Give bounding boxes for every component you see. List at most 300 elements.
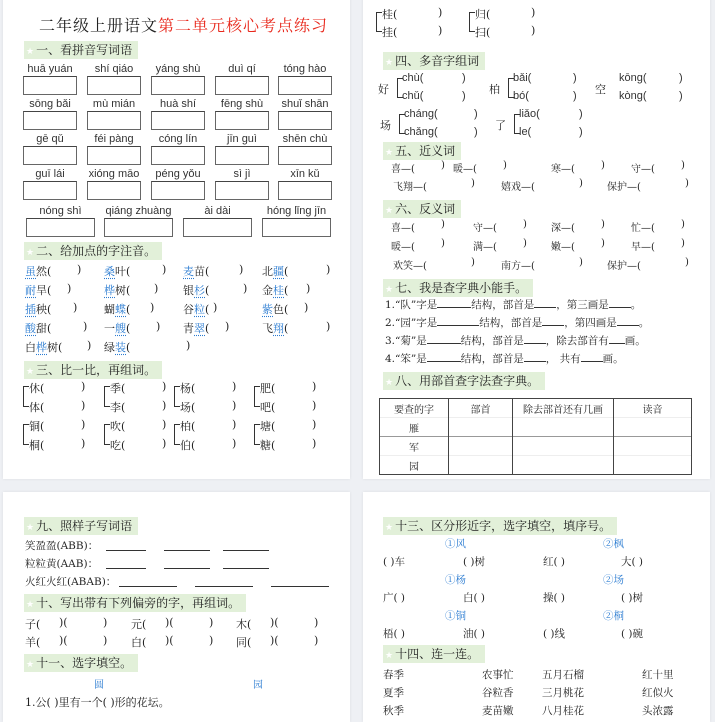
section-11-header: [24, 654, 138, 672]
item-label: 保护—(: [607, 261, 641, 272]
answer-box[interactable]: [151, 181, 205, 200]
section-title: 十一、选字填空。: [36, 656, 133, 670]
answer-box[interactable]: [215, 181, 269, 200]
close-paren: ): [531, 24, 536, 37]
close-paren: ): [81, 399, 86, 412]
fill-item[interactable]: [453, 160, 507, 175]
item-label: 南方—(: [501, 261, 535, 272]
close-paren: ): [156, 320, 161, 333]
title-unit: 第二单元核心考点练习: [158, 16, 329, 35]
star-icon: ★: [385, 285, 394, 295]
polyphone-char: 空: [595, 83, 606, 96]
fill-item[interactable]: [501, 257, 583, 272]
section-title: 六、反义词: [395, 202, 456, 216]
polyphone-reading[interactable]: [619, 72, 683, 84]
fill-item[interactable]: [393, 257, 475, 272]
close-paren: ): [232, 418, 237, 431]
question-text: 。: [630, 299, 642, 311]
answer-blank[interactable]: [609, 333, 625, 344]
zhuyin-item[interactable]: [104, 301, 155, 317]
close-paren: ): [67, 282, 72, 295]
answer-box[interactable]: [23, 146, 77, 165]
compare-item[interactable]: [110, 380, 167, 396]
answer-cell[interactable]: [513, 418, 614, 437]
word-char: 翔: [273, 322, 284, 335]
compare-item[interactable]: [260, 437, 317, 453]
open-paren: (: [271, 420, 276, 433]
radical-item[interactable]: [25, 634, 108, 650]
close-paren: ): [681, 219, 685, 230]
question-text: ， 共有: [545, 353, 581, 365]
compare-item[interactable]: [180, 418, 237, 434]
question-text: 1.“队”字是: [385, 299, 438, 311]
connect-item[interactable]: 红似火: [642, 687, 674, 699]
polyphone-reading[interactable]: [619, 90, 683, 102]
answer-box[interactable]: [151, 111, 205, 130]
compare-item[interactable]: [29, 437, 86, 453]
fill-item[interactable]: 大( ): [621, 556, 644, 568]
fill-item[interactable]: ( )线: [543, 628, 566, 640]
polyphone-reading[interactable]: [404, 126, 478, 138]
answer-box[interactable]: [87, 76, 141, 95]
connect-item[interactable]: 三月桃花: [542, 687, 584, 699]
close-paren: ): [523, 238, 527, 249]
fill-item[interactable]: [631, 238, 685, 253]
close-paren: ): [209, 634, 214, 647]
reading-pinyin: liǎo(: [519, 108, 540, 120]
close-paren: ): [579, 108, 583, 120]
close-paren: ): [441, 238, 445, 249]
polyphone-reading[interactable]: [402, 72, 466, 84]
compare-item[interactable]: [180, 437, 237, 453]
answer-box[interactable]: [278, 111, 332, 130]
zhuyin-item[interactable]: [104, 339, 191, 355]
answer-blank[interactable]: [542, 315, 564, 326]
answer-box[interactable]: [183, 218, 252, 237]
fill-item[interactable]: ( )碗: [621, 628, 644, 640]
star-icon: ★: [26, 523, 35, 533]
close-paren: ): [523, 219, 527, 230]
fill-item[interactable]: [607, 178, 689, 193]
reading-pinyin: chù(: [402, 72, 424, 84]
close-paren: ): [462, 72, 466, 84]
item-label: 忙—(: [631, 223, 655, 234]
fill-item[interactable]: [501, 178, 583, 193]
section-1-header: [24, 41, 138, 59]
answer-box[interactable]: [23, 181, 77, 200]
star-icon: ★: [26, 600, 35, 610]
open-paren: (: [126, 322, 131, 335]
answer-blank[interactable]: [524, 351, 546, 362]
option-1: ①风: [445, 538, 466, 550]
compare-item[interactable]: [260, 380, 317, 396]
section-8-header: [383, 372, 545, 390]
section-title: 二、给加点的字注音。: [36, 244, 157, 258]
answer-line[interactable]: [106, 550, 146, 551]
zhuyin-item[interactable]: [104, 282, 159, 298]
fill-item[interactable]: [551, 160, 605, 175]
compare-item[interactable]: [110, 418, 167, 434]
fill-item[interactable]: [473, 238, 527, 253]
zhuyin-item[interactable]: [25, 320, 88, 336]
fill-item[interactable]: 白( ): [463, 592, 486, 604]
word-char: 耐: [25, 284, 36, 297]
word-char: 紫: [262, 303, 273, 316]
section-4-header: [383, 52, 485, 70]
fill-item[interactable]: ( )车: [383, 556, 406, 568]
close-paren: ): [81, 437, 86, 450]
question-text: 3.“菊”是: [385, 335, 427, 347]
close-paren: ): [154, 282, 159, 295]
open-paren: (: [121, 401, 126, 414]
close-paren: ): [162, 437, 167, 450]
connect-item[interactable]: 红十里: [642, 669, 674, 681]
radical-item[interactable]: [236, 634, 319, 650]
close-paren: ): [441, 160, 445, 171]
open-paren: (: [205, 303, 210, 316]
answer-blank[interactable]: [609, 297, 631, 308]
reading-pinyin: chǎng(: [404, 126, 438, 138]
close-paren: ): [326, 320, 331, 333]
polyphone-reading[interactable]: [402, 90, 466, 102]
answer-box[interactable]: [151, 76, 205, 95]
word-char: 叶: [115, 265, 126, 278]
compare-char: 塘: [260, 420, 271, 433]
answer-blank[interactable]: [437, 315, 479, 326]
answer-cell[interactable]: [614, 418, 692, 437]
close-paren: ): [87, 339, 92, 352]
answer-cell[interactable]: [449, 418, 513, 437]
open-paren: (: [47, 284, 52, 297]
answer-box[interactable]: [151, 146, 205, 165]
fill-item[interactable]: 广( ): [383, 592, 406, 604]
answer-cell[interactable]: [614, 456, 692, 475]
connect-item[interactable]: 八月桂花: [542, 705, 584, 717]
answer-line[interactable]: [223, 568, 269, 569]
zhuyin-item[interactable]: [25, 301, 78, 317]
answer-box[interactable]: [215, 76, 269, 95]
fill-item[interactable]: [391, 160, 445, 175]
answer-box[interactable]: [23, 76, 77, 95]
close-paren: ): [239, 263, 244, 276]
star-icon: ★: [26, 248, 35, 258]
answer-line[interactable]: [271, 586, 329, 587]
compare-item[interactable]: [180, 380, 237, 396]
word-char: 谷: [183, 303, 194, 316]
close-paren: ): [83, 320, 88, 333]
pinyin-label: jīn guì: [227, 133, 257, 145]
fill-item[interactable]: 梧( ): [383, 628, 406, 640]
compare-item[interactable]: [260, 399, 317, 415]
compare-char: 吹: [110, 420, 121, 433]
item-label: 早—(: [631, 242, 655, 253]
radical-item[interactable]: [131, 634, 214, 650]
paren-mid: )(: [59, 616, 68, 629]
item-label: 满—(: [473, 242, 497, 253]
open-paren: (: [205, 284, 210, 297]
close-paren: ): [471, 178, 475, 189]
fill-item[interactable]: [551, 238, 605, 253]
compare-item[interactable]: [475, 24, 536, 40]
reading-pinyin: kōng(: [619, 72, 647, 84]
fill-item[interactable]: ( )树: [621, 592, 644, 604]
word-char: 麦: [183, 265, 194, 278]
question-text: ，除去部首有: [545, 335, 609, 347]
radical-item[interactable]: [25, 616, 108, 632]
close-paren: ): [77, 263, 82, 276]
word-char: 酸: [25, 322, 36, 335]
connect-item[interactable]: 春季: [383, 669, 404, 681]
compare-item[interactable]: [382, 6, 443, 22]
pinyin-label: shí qiáo: [94, 63, 134, 75]
close-paren: ): [232, 399, 237, 412]
word-char: 秧: [36, 303, 47, 316]
zhuyin-item[interactable]: [262, 263, 331, 279]
open-paren: (: [47, 265, 52, 278]
fill-item[interactable]: [631, 160, 685, 175]
compare-item[interactable]: [382, 24, 443, 40]
title-grade: 二年级上册语文: [39, 16, 159, 35]
fill-item[interactable]: [551, 219, 605, 234]
answer-blank[interactable]: [427, 333, 461, 344]
word-char: 蝴: [104, 303, 115, 316]
question-text: ，第四画是: [564, 317, 617, 329]
word-char: 桂: [273, 284, 284, 297]
close-paren: ): [681, 238, 685, 249]
zhuyin-item[interactable]: [262, 320, 331, 336]
close-paren: ): [312, 437, 317, 450]
compare-item[interactable]: [110, 437, 167, 453]
option-2: ②桐: [603, 610, 624, 622]
zhuyin-item[interactable]: [25, 282, 72, 298]
zhuyin-item[interactable]: [104, 320, 161, 336]
open-paren: (: [205, 265, 210, 278]
zhuyin-item[interactable]: [183, 282, 248, 298]
answer-line[interactable]: [195, 586, 253, 587]
close-paren: ): [531, 6, 536, 19]
polyphone-reading[interactable]: [404, 108, 478, 120]
compare-item[interactable]: [475, 6, 536, 22]
answer-box[interactable]: [87, 181, 141, 200]
table-cell-char: 园: [380, 456, 449, 475]
polyphone-reading[interactable]: [519, 126, 583, 138]
open-paren: (: [121, 382, 126, 395]
compare-char: 季: [110, 382, 121, 395]
connect-item[interactable]: 五月石榴: [542, 669, 584, 681]
fill-sentence-1[interactable]: 1.公( )里有一个( )形的花坛。: [25, 696, 170, 709]
fill-item[interactable]: [473, 219, 527, 234]
word-char: 苗: [194, 265, 205, 278]
compare-item[interactable]: [180, 399, 237, 415]
open-paren: (: [121, 439, 126, 452]
answer-line[interactable]: [164, 568, 210, 569]
compare-item[interactable]: [29, 418, 86, 434]
reading-pinyin: bǎi(: [513, 72, 532, 84]
close-paren: ): [243, 282, 248, 295]
zhuyin-item[interactable]: [104, 263, 167, 279]
radical-item[interactable]: [236, 616, 319, 632]
open-paren: (: [486, 26, 491, 39]
connect-item[interactable]: 秋季: [383, 705, 404, 717]
compare-char: 伯: [180, 439, 191, 452]
open-paren: (: [284, 265, 289, 278]
answer-blank[interactable]: [534, 297, 556, 308]
connect-item[interactable]: 麦苗嫩: [482, 705, 514, 717]
close-paren: ): [573, 90, 577, 102]
connect-item[interactable]: 头浓露: [642, 705, 674, 717]
word-char: 疆: [273, 265, 284, 278]
word-char: 绿: [104, 341, 115, 354]
answer-cell[interactable]: [449, 456, 513, 475]
section-5-header: [383, 142, 461, 160]
compare-char: 体: [29, 401, 40, 414]
zhuyin-item[interactable]: [262, 301, 309, 317]
compare-char: 场: [180, 401, 191, 414]
question-text: ，第三画是: [556, 299, 609, 311]
item-label: 保护—(: [607, 182, 641, 193]
answer-cell[interactable]: [513, 437, 614, 456]
open-paren: (: [47, 322, 52, 335]
compare-char: 桐: [29, 439, 40, 452]
close-paren: ): [314, 616, 319, 629]
section-title: 三、比一比，再组词。: [36, 363, 157, 377]
zhuyin-item[interactable]: [183, 263, 244, 279]
close-paren: ): [232, 437, 237, 450]
table-header: 除去部首还有几画: [513, 399, 614, 418]
answer-cell[interactable]: [614, 437, 692, 456]
answer-line[interactable]: [106, 568, 146, 569]
section-title: 四、多音字组词: [395, 54, 480, 68]
pinyin-label: fēng shù: [220, 98, 264, 110]
connect-item[interactable]: 夏季: [383, 687, 404, 699]
fill-item[interactable]: [391, 219, 445, 234]
close-paren: ): [441, 219, 445, 230]
open-paren: (: [393, 26, 398, 39]
compare-item[interactable]: [29, 380, 86, 396]
reading-pinyin: le(: [519, 126, 532, 138]
open-paren: (: [47, 303, 52, 316]
word-char: 飞: [262, 322, 273, 335]
fill-item[interactable]: [631, 219, 685, 234]
answer-box[interactable]: [278, 181, 332, 200]
fill-item[interactable]: 操( ): [543, 592, 566, 604]
choice-option-2: 园: [253, 680, 263, 691]
compare-char: 扫: [475, 26, 486, 39]
zhuyin-item[interactable]: [183, 320, 230, 336]
word-char: 桑: [104, 265, 115, 278]
answer-line[interactable]: [119, 586, 177, 587]
word-char: 粒: [194, 303, 205, 316]
close-paren: ): [579, 257, 583, 268]
pinyin-label: péng yǒu: [155, 168, 201, 180]
compare-char: 铜: [29, 420, 40, 433]
reading-pinyin: bó(: [513, 90, 529, 102]
section-title: 十、写出带有下列偏旁的字，再组词。: [36, 596, 241, 610]
section-title: 八、用部首查字法查字典。: [395, 374, 540, 388]
section-10-header: [24, 594, 246, 612]
question-text: 4.“笨”是: [385, 353, 427, 365]
question-text: 结构，部首是: [471, 299, 535, 311]
answer-cell[interactable]: [449, 437, 513, 456]
compare-item[interactable]: [29, 399, 86, 415]
compare-item[interactable]: [110, 399, 167, 415]
close-paren: ): [462, 90, 466, 102]
close-paren: ): [679, 72, 683, 84]
polyphone-reading[interactable]: [513, 72, 577, 84]
answer-box[interactable]: [23, 111, 77, 130]
pinyin-label: shuǐ shān: [281, 98, 329, 110]
radical-label: 羊(: [25, 636, 41, 649]
answer-box[interactable]: [104, 218, 173, 237]
fill-item[interactable]: [607, 257, 689, 272]
answer-box[interactable]: [26, 218, 95, 237]
close-paren: ): [150, 301, 155, 314]
answer-box[interactable]: [87, 111, 141, 130]
close-paren: ): [503, 160, 507, 171]
connect-item[interactable]: 谷粒香: [482, 687, 514, 699]
fill-item[interactable]: 油( ): [463, 628, 486, 640]
close-paren: ): [438, 6, 443, 19]
pinyin-label: huā yuán: [27, 63, 73, 75]
polyphone-reading[interactable]: [519, 108, 583, 120]
answer-cell[interactable]: [513, 456, 614, 475]
answer-blank[interactable]: [617, 315, 639, 326]
connect-item[interactable]: 农事忙: [482, 669, 514, 681]
fill-item[interactable]: [393, 178, 475, 193]
answer-box[interactable]: [278, 146, 332, 165]
question-text: 画。: [624, 335, 646, 347]
pinyin-label: gē qǔ: [36, 133, 64, 145]
answer-line[interactable]: [164, 550, 210, 551]
answer-box[interactable]: [262, 218, 331, 237]
open-paren: (: [284, 303, 289, 316]
answer-blank[interactable]: [427, 351, 461, 362]
zhuyin-item[interactable]: [183, 301, 218, 317]
fill-item[interactable]: ( )树: [463, 556, 486, 568]
compare-item[interactable]: [260, 418, 317, 434]
zhuyin-item[interactable]: [25, 263, 82, 279]
open-paren: (: [191, 439, 196, 452]
answer-box[interactable]: [215, 146, 269, 165]
pinyin-label: tóng hào: [283, 63, 327, 75]
star-icon: ★: [385, 523, 394, 533]
section-6-header: [383, 200, 461, 218]
pinyin-label: duì qí: [228, 63, 256, 75]
answer-blank[interactable]: [581, 351, 603, 362]
radical-item[interactable]: [131, 616, 214, 632]
dictionary-question: [385, 297, 641, 312]
word-char: 一: [104, 322, 115, 335]
answer-box[interactable]: [215, 111, 269, 130]
answer-line[interactable]: [223, 550, 269, 551]
zhuyin-item[interactable]: [262, 282, 311, 298]
pinyin-label: sì jì: [233, 168, 251, 180]
answer-blank[interactable]: [524, 333, 546, 344]
star-icon: ★: [26, 367, 35, 377]
answer-box[interactable]: [278, 76, 332, 95]
fill-item[interactable]: 红( ): [543, 556, 566, 568]
item-label: 喜—(: [391, 164, 415, 175]
close-paren: ): [601, 219, 605, 230]
table-cell-char: 军: [380, 437, 449, 456]
fill-item[interactable]: [391, 238, 445, 253]
polyphone-reading[interactable]: [513, 90, 577, 102]
answer-box[interactable]: [87, 146, 141, 165]
dictionary-question: [385, 333, 646, 348]
close-paren: ): [73, 301, 78, 314]
zhuyin-item[interactable]: [25, 339, 92, 355]
answer-blank[interactable]: [437, 297, 471, 308]
